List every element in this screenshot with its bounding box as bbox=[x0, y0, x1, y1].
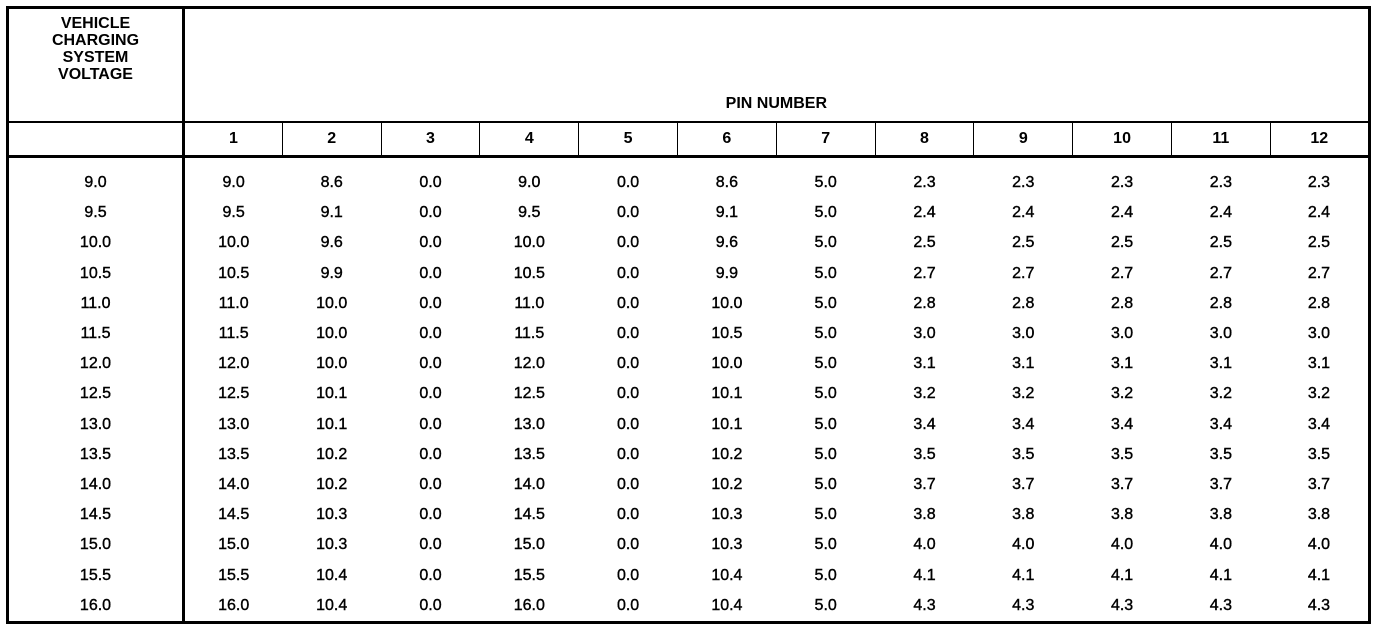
pin-value-cell: 4.1 bbox=[913, 566, 936, 584]
pin-value-cell: 9.0 bbox=[222, 174, 245, 192]
pin-value-cell: 9.1 bbox=[320, 204, 343, 222]
pin-value-cell: 10.4 bbox=[316, 566, 348, 584]
pin-value-cell: 0.0 bbox=[616, 234, 640, 252]
pin-value-cell: 4.3 bbox=[1110, 596, 1134, 614]
pin-value-cell: 3.0 bbox=[1307, 325, 1331, 343]
pin-value-cell: 2.3 bbox=[1307, 174, 1331, 192]
pin-value-cell: 0.0 bbox=[616, 385, 640, 403]
voltage-cell: 15.0 bbox=[8, 530, 184, 560]
pin-value-cell: 5.0 bbox=[814, 596, 837, 614]
pin-value-cell: 0.0 bbox=[616, 325, 640, 343]
pin-value-cell: 5.0 bbox=[814, 506, 837, 524]
voltage-cell: 15.5 bbox=[8, 560, 184, 590]
pin-value-cell: 10.0 bbox=[316, 294, 348, 312]
pin-value-cell: 14.5 bbox=[218, 506, 250, 524]
pin-value-cell: 12.5 bbox=[218, 385, 250, 403]
voltage-cell: 10.5 bbox=[8, 259, 184, 289]
blank-header-cell bbox=[8, 122, 184, 157]
pin-value-cell: 5.0 bbox=[814, 475, 837, 493]
voltage-cell: 12.0 bbox=[8, 349, 184, 379]
pin-value-cell: 10.3 bbox=[316, 536, 348, 554]
pin-value-cell: 3.1 bbox=[1307, 355, 1331, 373]
pin-value-cell: 4.0 bbox=[1209, 536, 1232, 554]
pin-value-cell: 10.2 bbox=[711, 475, 743, 493]
pin-value-cell: 3.1 bbox=[1209, 355, 1232, 373]
pin-value-cell: 5.0 bbox=[814, 355, 837, 373]
pin-number-cell: 2 bbox=[282, 122, 381, 157]
table-row bbox=[8, 410, 1370, 440]
pin-value-cell: 0.0 bbox=[419, 566, 442, 584]
pin-value-cell: 3.8 bbox=[913, 506, 936, 524]
pin-value-cell: 9.9 bbox=[715, 264, 738, 282]
pin-value-cell: 2.4 bbox=[1110, 204, 1134, 222]
pin-value-cell: 9.6 bbox=[320, 234, 343, 252]
pin-value-cell: 13.0 bbox=[218, 415, 250, 433]
pin-value-cell: 11.0 bbox=[218, 294, 249, 312]
pin-value-cell: 3.4 bbox=[1012, 415, 1035, 433]
pin-value-cell: 14.5 bbox=[513, 506, 545, 524]
pin-value-cell: 10.5 bbox=[513, 264, 545, 282]
pin-value-cell: 2.3 bbox=[913, 174, 936, 192]
pin-value-cell: 0.0 bbox=[419, 536, 442, 554]
pin-value-cell: 15.0 bbox=[513, 536, 545, 554]
pin-number-cell: 9 bbox=[974, 122, 1073, 157]
pin-value-cell: 3.5 bbox=[1307, 445, 1331, 463]
pin-value-cell: 2.8 bbox=[913, 294, 936, 312]
voltage-cell: 14.5 bbox=[8, 500, 184, 530]
pin-value-cell: 12.0 bbox=[513, 355, 545, 373]
pin-value-cell: 3.0 bbox=[1209, 325, 1232, 343]
pin-number-cell: 8 bbox=[875, 122, 974, 157]
pin-value-cell: 10.1 bbox=[711, 415, 743, 433]
pin-value-cell: 10.3 bbox=[711, 536, 743, 554]
pin-value-cell: 3.7 bbox=[1209, 475, 1232, 493]
pin-value-cell: 2.5 bbox=[1307, 234, 1331, 252]
pin-value-cell: 5.0 bbox=[814, 385, 837, 403]
pin-value-cell: 2.7 bbox=[1012, 264, 1035, 282]
pin-value-cell: 4.3 bbox=[1012, 596, 1035, 614]
pin-value-cell: 3.2 bbox=[1110, 385, 1134, 403]
pin-value-cell: 3.5 bbox=[1209, 445, 1232, 463]
table-body bbox=[8, 157, 1370, 623]
pin-value-cell: 10.0 bbox=[513, 234, 545, 252]
pin-value-cell: 0.0 bbox=[616, 264, 640, 282]
pin-value-cell: 3.4 bbox=[1110, 415, 1134, 433]
pin-value-cell: 11.5 bbox=[514, 325, 545, 343]
pin-value-cell: 4.1 bbox=[1110, 566, 1134, 584]
pin-value-cell: 3.4 bbox=[913, 415, 936, 433]
pin-value-cell: 16.0 bbox=[513, 596, 545, 614]
pin-value-cell: 0.0 bbox=[419, 174, 442, 192]
pin-value-cell: 14.0 bbox=[218, 475, 250, 493]
voltage-cell: 11.5 bbox=[8, 319, 184, 349]
pin-value-cell: 8.6 bbox=[320, 174, 343, 192]
pin-value-cell: 3.2 bbox=[1307, 385, 1331, 403]
pin-value-cell: 5.0 bbox=[814, 204, 837, 222]
pin-value-cell: 5.0 bbox=[814, 536, 837, 554]
pin-value-cell: 0.0 bbox=[419, 204, 442, 222]
pin-value-cell: 0.0 bbox=[616, 475, 640, 493]
pin-value-cell: 12.0 bbox=[218, 355, 250, 373]
pin-value-cell: 2.5 bbox=[913, 234, 936, 252]
pin-value-cell: 5.0 bbox=[814, 445, 837, 463]
pin-value-cell: 10.5 bbox=[711, 325, 743, 343]
pin-value-cell: 5.0 bbox=[814, 566, 837, 584]
pin-value-cell: 9.6 bbox=[715, 234, 738, 252]
table-row bbox=[8, 470, 1370, 500]
pin-value-cell: 3.8 bbox=[1012, 506, 1035, 524]
pin-value-cell: 0.0 bbox=[419, 325, 442, 343]
pin-value-cell: 0.0 bbox=[616, 566, 640, 584]
table-row bbox=[8, 530, 1370, 560]
pin-value-cell: 0.0 bbox=[419, 385, 442, 403]
pin-value-cell: 2.7 bbox=[1110, 264, 1134, 282]
pin-value-cell: 3.4 bbox=[1307, 415, 1331, 433]
table-title-row bbox=[8, 8, 1370, 123]
pin-value-cell: 0.0 bbox=[419, 415, 442, 433]
pin-value-cell: 5.0 bbox=[814, 174, 837, 192]
pin-value-cell: 3.7 bbox=[1110, 475, 1134, 493]
pin-value-cell: 3.8 bbox=[1209, 506, 1232, 524]
table-row bbox=[8, 500, 1370, 530]
pin-value-cell: 2.4 bbox=[913, 204, 936, 222]
pin-value-cell: 10.1 bbox=[316, 385, 348, 403]
pin-value-cell: 9.9 bbox=[320, 264, 343, 282]
pin-value-cell: 9.5 bbox=[518, 204, 541, 222]
pin-value-cell: 5.0 bbox=[814, 415, 837, 433]
pin-value-cell: 10.3 bbox=[711, 506, 743, 524]
pin-value-cell: 15.0 bbox=[218, 536, 250, 554]
pin-value-cell: 10.2 bbox=[316, 445, 348, 463]
pin-value-cell: 3.4 bbox=[1209, 415, 1232, 433]
voltage-cell: 13.0 bbox=[8, 410, 184, 440]
table-row bbox=[8, 289, 1370, 319]
pin-value-cell: 3.5 bbox=[913, 445, 936, 463]
pin-value-cell: 10.3 bbox=[316, 506, 348, 524]
pin-value-cell: 2.8 bbox=[1012, 294, 1035, 312]
pin-value-cell: 0.0 bbox=[419, 475, 442, 493]
pin-value-cell: 5.0 bbox=[814, 325, 837, 343]
pin-value-cell: 3.0 bbox=[913, 325, 936, 343]
pin-value-cell: 4.3 bbox=[913, 596, 936, 614]
pin-value-cell: 10.0 bbox=[218, 234, 250, 252]
pin-number-cell: 10 bbox=[1073, 122, 1172, 157]
pin-value-cell: 5.0 bbox=[814, 234, 837, 252]
pin-value-cell: 0.0 bbox=[419, 294, 442, 312]
pin-value-cell: 2.7 bbox=[1209, 264, 1232, 282]
voltage-label-line: VOLTAGE bbox=[58, 66, 133, 83]
pin-number-header: PIN NUMBER bbox=[184, 8, 1370, 123]
pin-value-cell: 10.0 bbox=[316, 355, 348, 373]
pin-value-cell: 3.2 bbox=[913, 385, 936, 403]
pin-value-cell: 2.8 bbox=[1110, 294, 1134, 312]
table-row bbox=[8, 259, 1370, 289]
voltage-label-line: VEHICLE bbox=[60, 15, 131, 32]
pin-number-cell: 12 bbox=[1270, 122, 1369, 157]
pin-value-cell: 9.5 bbox=[222, 204, 245, 222]
pin-value-cell: 2.4 bbox=[1307, 204, 1331, 222]
pin-value-cell: 0.0 bbox=[419, 355, 442, 373]
pin-value-cell: 0.0 bbox=[419, 264, 442, 282]
table-row bbox=[8, 379, 1370, 409]
pin-value-cell: 5.0 bbox=[814, 264, 837, 282]
pin-value-cell: 2.8 bbox=[1209, 294, 1232, 312]
pin-value-cell: 4.1 bbox=[1209, 566, 1232, 584]
pin-value-cell: 3.7 bbox=[1307, 475, 1331, 493]
voltage-column-header bbox=[8, 8, 184, 123]
pin-number-cell: 4 bbox=[480, 122, 579, 157]
pin-value-cell: 13.5 bbox=[218, 445, 250, 463]
pin-value-cell: 3.1 bbox=[1110, 355, 1134, 373]
pin-value-cell: 10.1 bbox=[711, 385, 743, 403]
table-row bbox=[8, 349, 1370, 379]
table-row bbox=[8, 560, 1370, 590]
pin-value-cell: 0.0 bbox=[616, 294, 640, 312]
pin-value-cell: 0.0 bbox=[616, 174, 640, 192]
pin-value-cell: 0.0 bbox=[616, 536, 640, 554]
pin-value-cell: 14.0 bbox=[513, 475, 545, 493]
pin-value-cell: 3.5 bbox=[1012, 445, 1035, 463]
pin-value-cell: 0.0 bbox=[419, 234, 442, 252]
pin-number-cell: 3 bbox=[381, 122, 480, 157]
pin-value-cell: 15.5 bbox=[513, 566, 545, 584]
voltage-cell: 10.0 bbox=[8, 228, 184, 258]
pin-number-cell: 1 bbox=[184, 122, 283, 157]
pin-value-cell: 13.5 bbox=[513, 445, 545, 463]
pin-value-cell: 2.8 bbox=[1307, 294, 1331, 312]
pin-value-cell: 10.0 bbox=[316, 325, 348, 343]
pin-value-cell: 3.1 bbox=[1012, 355, 1035, 373]
pin-value-cell: 10.4 bbox=[316, 596, 348, 614]
pin-value-cell: 10.2 bbox=[711, 445, 743, 463]
pin-value-cell: 10.1 bbox=[316, 415, 348, 433]
pin-value-cell: 3.2 bbox=[1209, 385, 1232, 403]
voltage-cell: 13.5 bbox=[8, 440, 184, 470]
voltage-cell: 14.0 bbox=[8, 470, 184, 500]
pin-value-cell: 2.7 bbox=[913, 264, 936, 282]
pin-value-cell: 0.0 bbox=[419, 506, 442, 524]
pin-value-cell: 11.0 bbox=[514, 294, 545, 312]
pin-value-cell: 3.0 bbox=[1012, 325, 1035, 343]
pin-value-cell: 3.7 bbox=[913, 475, 936, 493]
pin-value-cell: 12.5 bbox=[513, 385, 545, 403]
pin-number-row bbox=[8, 122, 1370, 157]
pin-value-cell: 0.0 bbox=[616, 415, 640, 433]
pin-value-cell: 10.4 bbox=[711, 596, 743, 614]
pin-value-cell: 10.0 bbox=[711, 294, 743, 312]
pin-value-cell: 0.0 bbox=[616, 204, 640, 222]
pin-value-cell: 4.1 bbox=[1012, 566, 1035, 584]
pin-number-cell: 7 bbox=[776, 122, 875, 157]
voltage-cell: 9.0 bbox=[8, 157, 184, 199]
pin-value-cell: 11.5 bbox=[218, 325, 249, 343]
voltage-label-line: SYSTEM bbox=[62, 49, 129, 66]
document-page bbox=[6, 6, 1371, 624]
pin-value-cell: 10.4 bbox=[711, 566, 743, 584]
pin-number-cell: 5 bbox=[579, 122, 678, 157]
pin-value-cell: 3.5 bbox=[1110, 445, 1134, 463]
voltage-cell: 9.5 bbox=[8, 198, 184, 228]
pin-value-cell: 0.0 bbox=[616, 445, 640, 463]
pin-value-cell: 2.3 bbox=[1110, 174, 1134, 192]
pin-value-cell: 5.0 bbox=[814, 294, 837, 312]
pin-value-cell: 0.0 bbox=[616, 596, 640, 614]
pin-value-cell: 4.0 bbox=[1110, 536, 1134, 554]
pin-voltage-table bbox=[6, 6, 1371, 624]
pin-value-cell: 0.0 bbox=[616, 355, 640, 373]
pin-value-cell: 4.0 bbox=[913, 536, 936, 554]
voltage-cell: 16.0 bbox=[8, 591, 184, 623]
pin-value-cell: 3.8 bbox=[1307, 506, 1331, 524]
pin-value-cell: 2.3 bbox=[1209, 174, 1232, 192]
table-row bbox=[8, 440, 1370, 470]
pin-value-cell: 3.7 bbox=[1012, 475, 1035, 493]
table-row bbox=[8, 319, 1370, 349]
pin-value-cell: 2.4 bbox=[1012, 204, 1035, 222]
pin-value-cell: 3.2 bbox=[1012, 385, 1035, 403]
table-row bbox=[8, 228, 1370, 258]
pin-value-cell: 4.3 bbox=[1307, 596, 1331, 614]
pin-value-cell: 16.0 bbox=[218, 596, 250, 614]
pin-value-cell: 4.1 bbox=[1307, 566, 1331, 584]
pin-value-cell: 2.3 bbox=[1012, 174, 1035, 192]
pin-value-cell: 10.5 bbox=[218, 264, 250, 282]
pin-value-cell: 2.5 bbox=[1012, 234, 1035, 252]
pin-value-cell: 0.0 bbox=[616, 506, 640, 524]
pin-value-cell: 2.5 bbox=[1110, 234, 1134, 252]
table-row bbox=[8, 198, 1370, 228]
pin-value-cell: 4.0 bbox=[1307, 536, 1331, 554]
pin-value-cell: 10.2 bbox=[316, 475, 348, 493]
voltage-cell: 11.0 bbox=[8, 289, 184, 319]
pin-value-cell: 2.7 bbox=[1307, 264, 1331, 282]
voltage-label-line: CHARGING bbox=[51, 32, 140, 49]
pin-value-cell: 9.0 bbox=[518, 174, 541, 192]
pin-value-cell: 13.0 bbox=[513, 415, 545, 433]
pin-value-cell: 4.0 bbox=[1012, 536, 1035, 554]
pin-value-cell: 10.0 bbox=[711, 355, 743, 373]
pin-value-cell: 3.0 bbox=[1110, 325, 1134, 343]
pin-value-cell: 2.4 bbox=[1209, 204, 1232, 222]
pin-value-cell: 0.0 bbox=[419, 596, 442, 614]
pin-number-cell: 6 bbox=[677, 122, 776, 157]
pin-value-cell: 3.1 bbox=[913, 355, 936, 373]
pin-value-cell: 0.0 bbox=[419, 445, 442, 463]
voltage-cell: 12.5 bbox=[8, 379, 184, 409]
pin-value-cell: 4.3 bbox=[1209, 596, 1232, 614]
table-row bbox=[8, 157, 1370, 199]
pin-value-cell: 15.5 bbox=[218, 566, 250, 584]
pin-value-cell: 2.5 bbox=[1209, 234, 1232, 252]
pin-number-cell: 11 bbox=[1171, 122, 1270, 157]
pin-value-cell: 3.8 bbox=[1110, 506, 1134, 524]
pin-value-cell: 8.6 bbox=[715, 174, 738, 192]
pin-value-cell: 9.1 bbox=[715, 204, 738, 222]
table-row bbox=[8, 591, 1370, 623]
